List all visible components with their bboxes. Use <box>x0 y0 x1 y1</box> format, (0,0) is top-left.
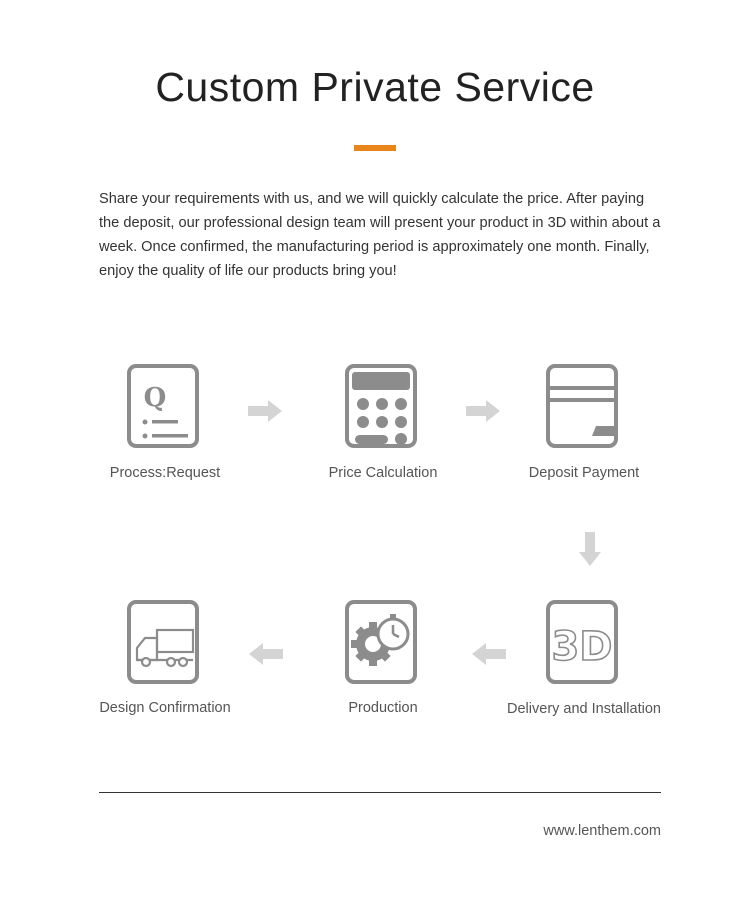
arrow-right-icon <box>248 400 282 422</box>
step-label-design-confirmation: Design Confirmation <box>99 700 231 716</box>
arrow-right-icon <box>466 400 500 422</box>
delivery-truck-icon <box>127 600 199 684</box>
gear-stopwatch-icon <box>345 600 417 684</box>
request-document-icon <box>127 364 199 448</box>
intro-paragraph: Share your requirements with us, and we will quickly calculate the price. After paying the deposit, our professional design team will present your product in 3D within about a week. Once confirmed, the manufacturing period is approximately one month. Finally, enjoy the quality of life our products bring you! <box>99 191 661 279</box>
3d-model-icon <box>546 600 618 684</box>
step-label-deposit-payment: Deposit Payment <box>528 465 640 481</box>
step-label-delivery-installation: Delivery and Installation <box>507 701 661 717</box>
page-title: Custom Private Service <box>155 64 595 110</box>
step-label-price-calculation: Price Calculation <box>328 465 438 481</box>
arrow-down-icon <box>579 532 601 566</box>
arrow-left-icon <box>472 643 506 665</box>
title-accent-bar <box>354 145 396 151</box>
svg-text:3D: 3D <box>551 624 613 670</box>
step-label-request: Process:Request <box>109 465 221 481</box>
arrow-left-icon <box>249 643 283 665</box>
calculator-icon <box>345 364 417 448</box>
step-label-production: Production <box>348 700 418 716</box>
svg-text:Q: Q <box>143 383 167 413</box>
footer-divider <box>99 792 661 793</box>
website-link[interactable]: www.lenthem.com <box>543 823 661 839</box>
credit-card-icon <box>546 364 618 448</box>
